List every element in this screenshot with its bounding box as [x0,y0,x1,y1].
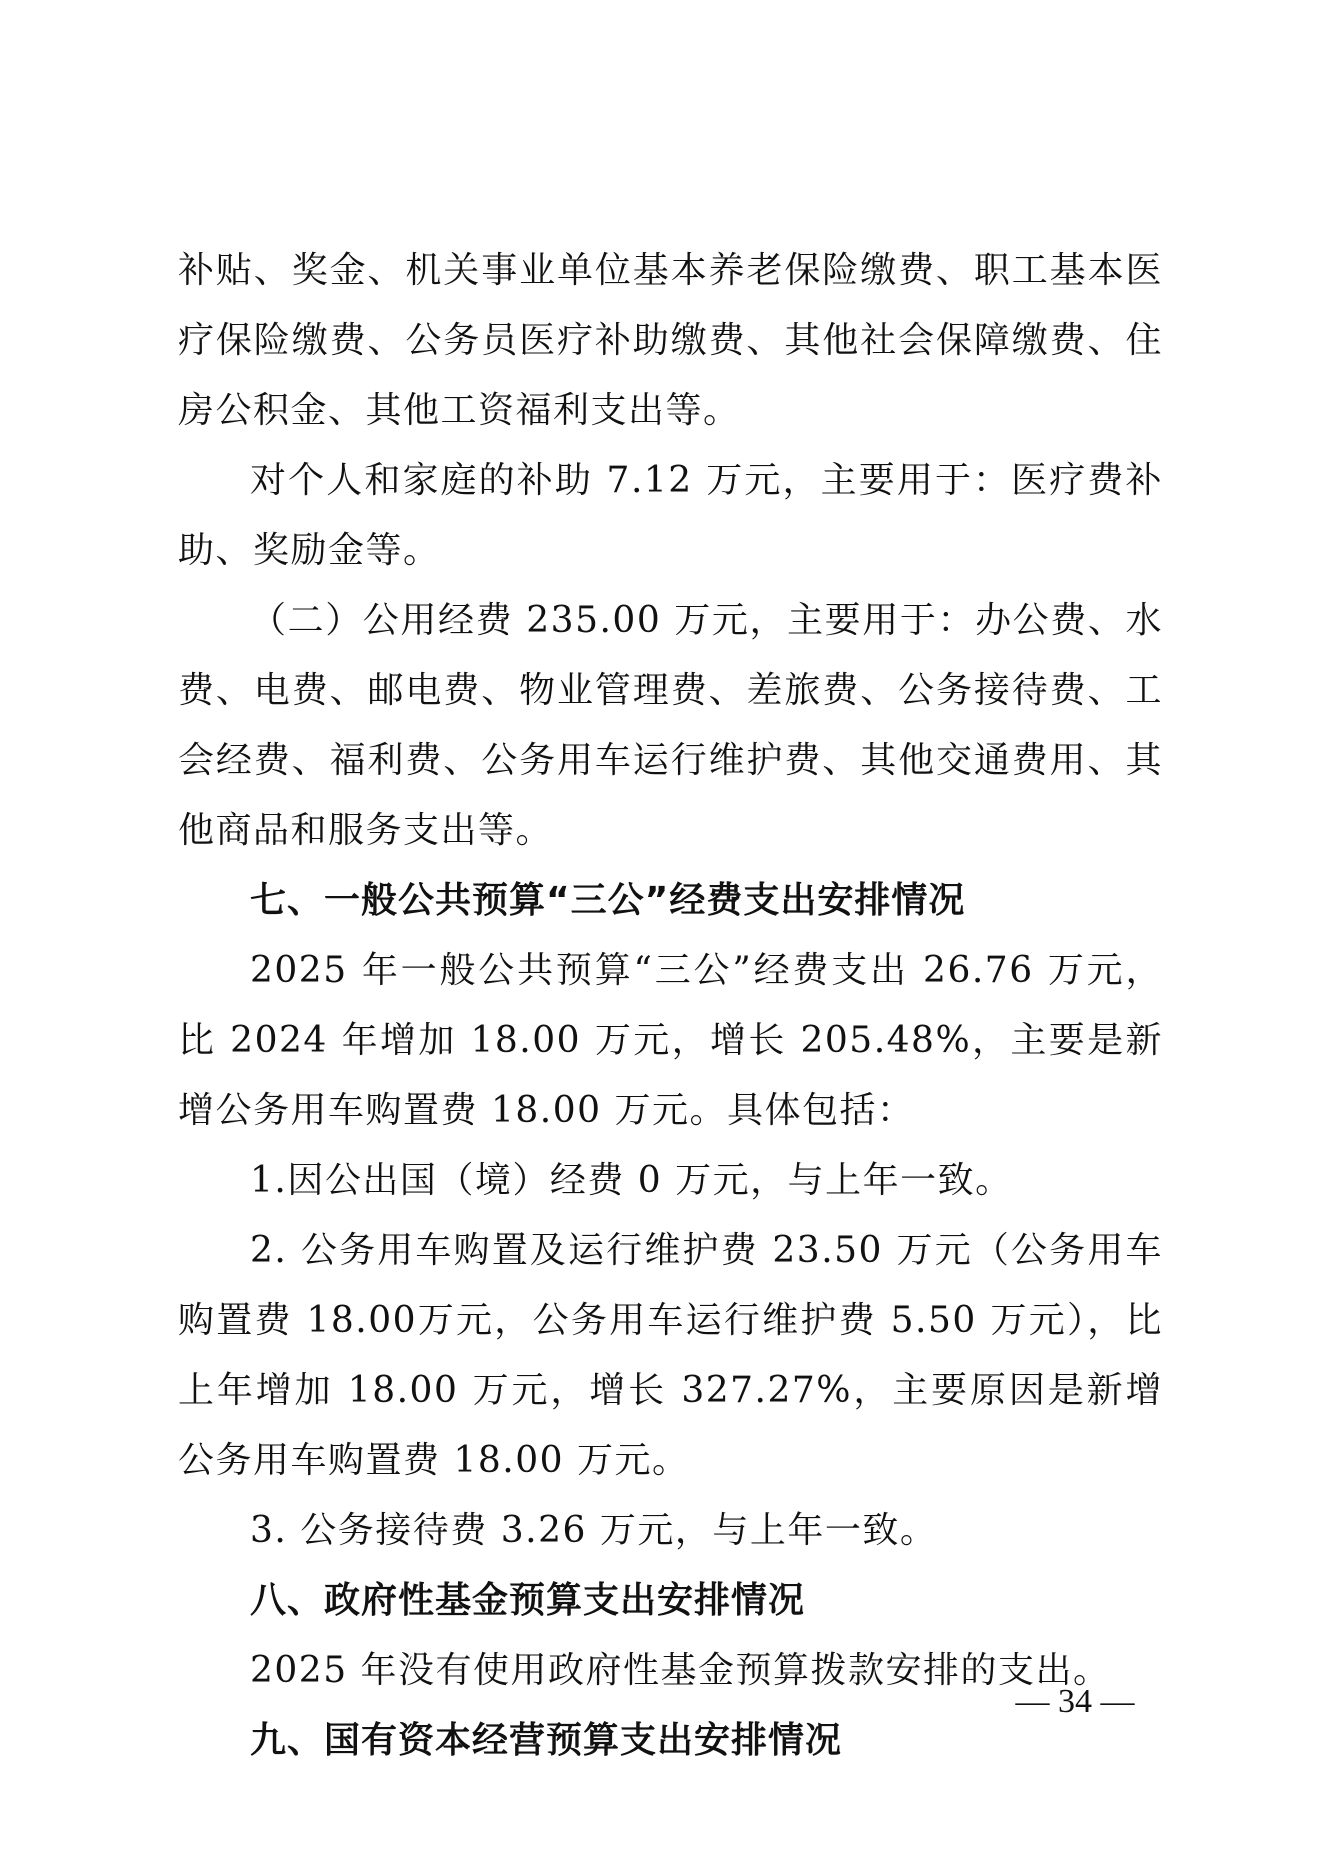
paragraph-overseas-travel: 1.因公出国（境）经费 0 万元，与上年一致。 [250,1160,1013,1201]
section-heading-state-capital: 九、国有资本经营预算支出安排情况 [250,1720,843,1761]
document-body [178,236,1163,1776]
paragraph-official-reception: 3. 公务接待费 3.26 万元，与上年一致。 [250,1510,938,1551]
paragraph-government-fund: 2025 年没有使用政府性基金预算拨款安排的支出。 [250,1650,1111,1691]
paragraph-three-public-summary: 2025 年一般公共预算“三公”经费支出 26.76 万元，比 2024 年增加 18.00 万元，增长 205.48%，主要是新增公务用车购置费 18.00 万元。具体包括： [178,950,1163,1131]
section-heading-government-fund: 八、政府性基金预算支出安排情况 [250,1580,806,1621]
page-number: — 34 — [1015,1683,1135,1720]
paragraph-public-expenses: （二）公用经费 235.00 万元，主要用于：办公费、水费、电费、邮电费、物业管理费、差旅费、公务接待费、工会经费、福利费、公务用车运行维护费、其他交通费用、其他商品和服务支出等。 [178,600,1163,851]
paragraph-household-subsidy: 对个人和家庭的补助 7.12 万元，主要用于：医疗费补助、奖励金等。 [178,460,1163,571]
section-heading-three-public-expenses: 七、一般公共预算“三公”经费支出安排情况 [250,880,966,921]
paragraph-official-vehicles: 2. 公务用车购置及运行维护费 23.50 万元（公务用车购置费 18.00万元，公务用车运行维护费 5.50 万元），比上年增加 18.00 万元，增长 327.27%，主要原因是新增公务用车购置费 18.00 万元。 [178,1230,1163,1481]
paragraph-personnel-costs-continued: 补贴、奖金、机关事业单位基本养老保险缴费、职工基本医疗保险缴费、公务员医疗补助缴费、其他社会保障缴费、住房公积金、其他工资福利支出等。 [178,250,1163,431]
